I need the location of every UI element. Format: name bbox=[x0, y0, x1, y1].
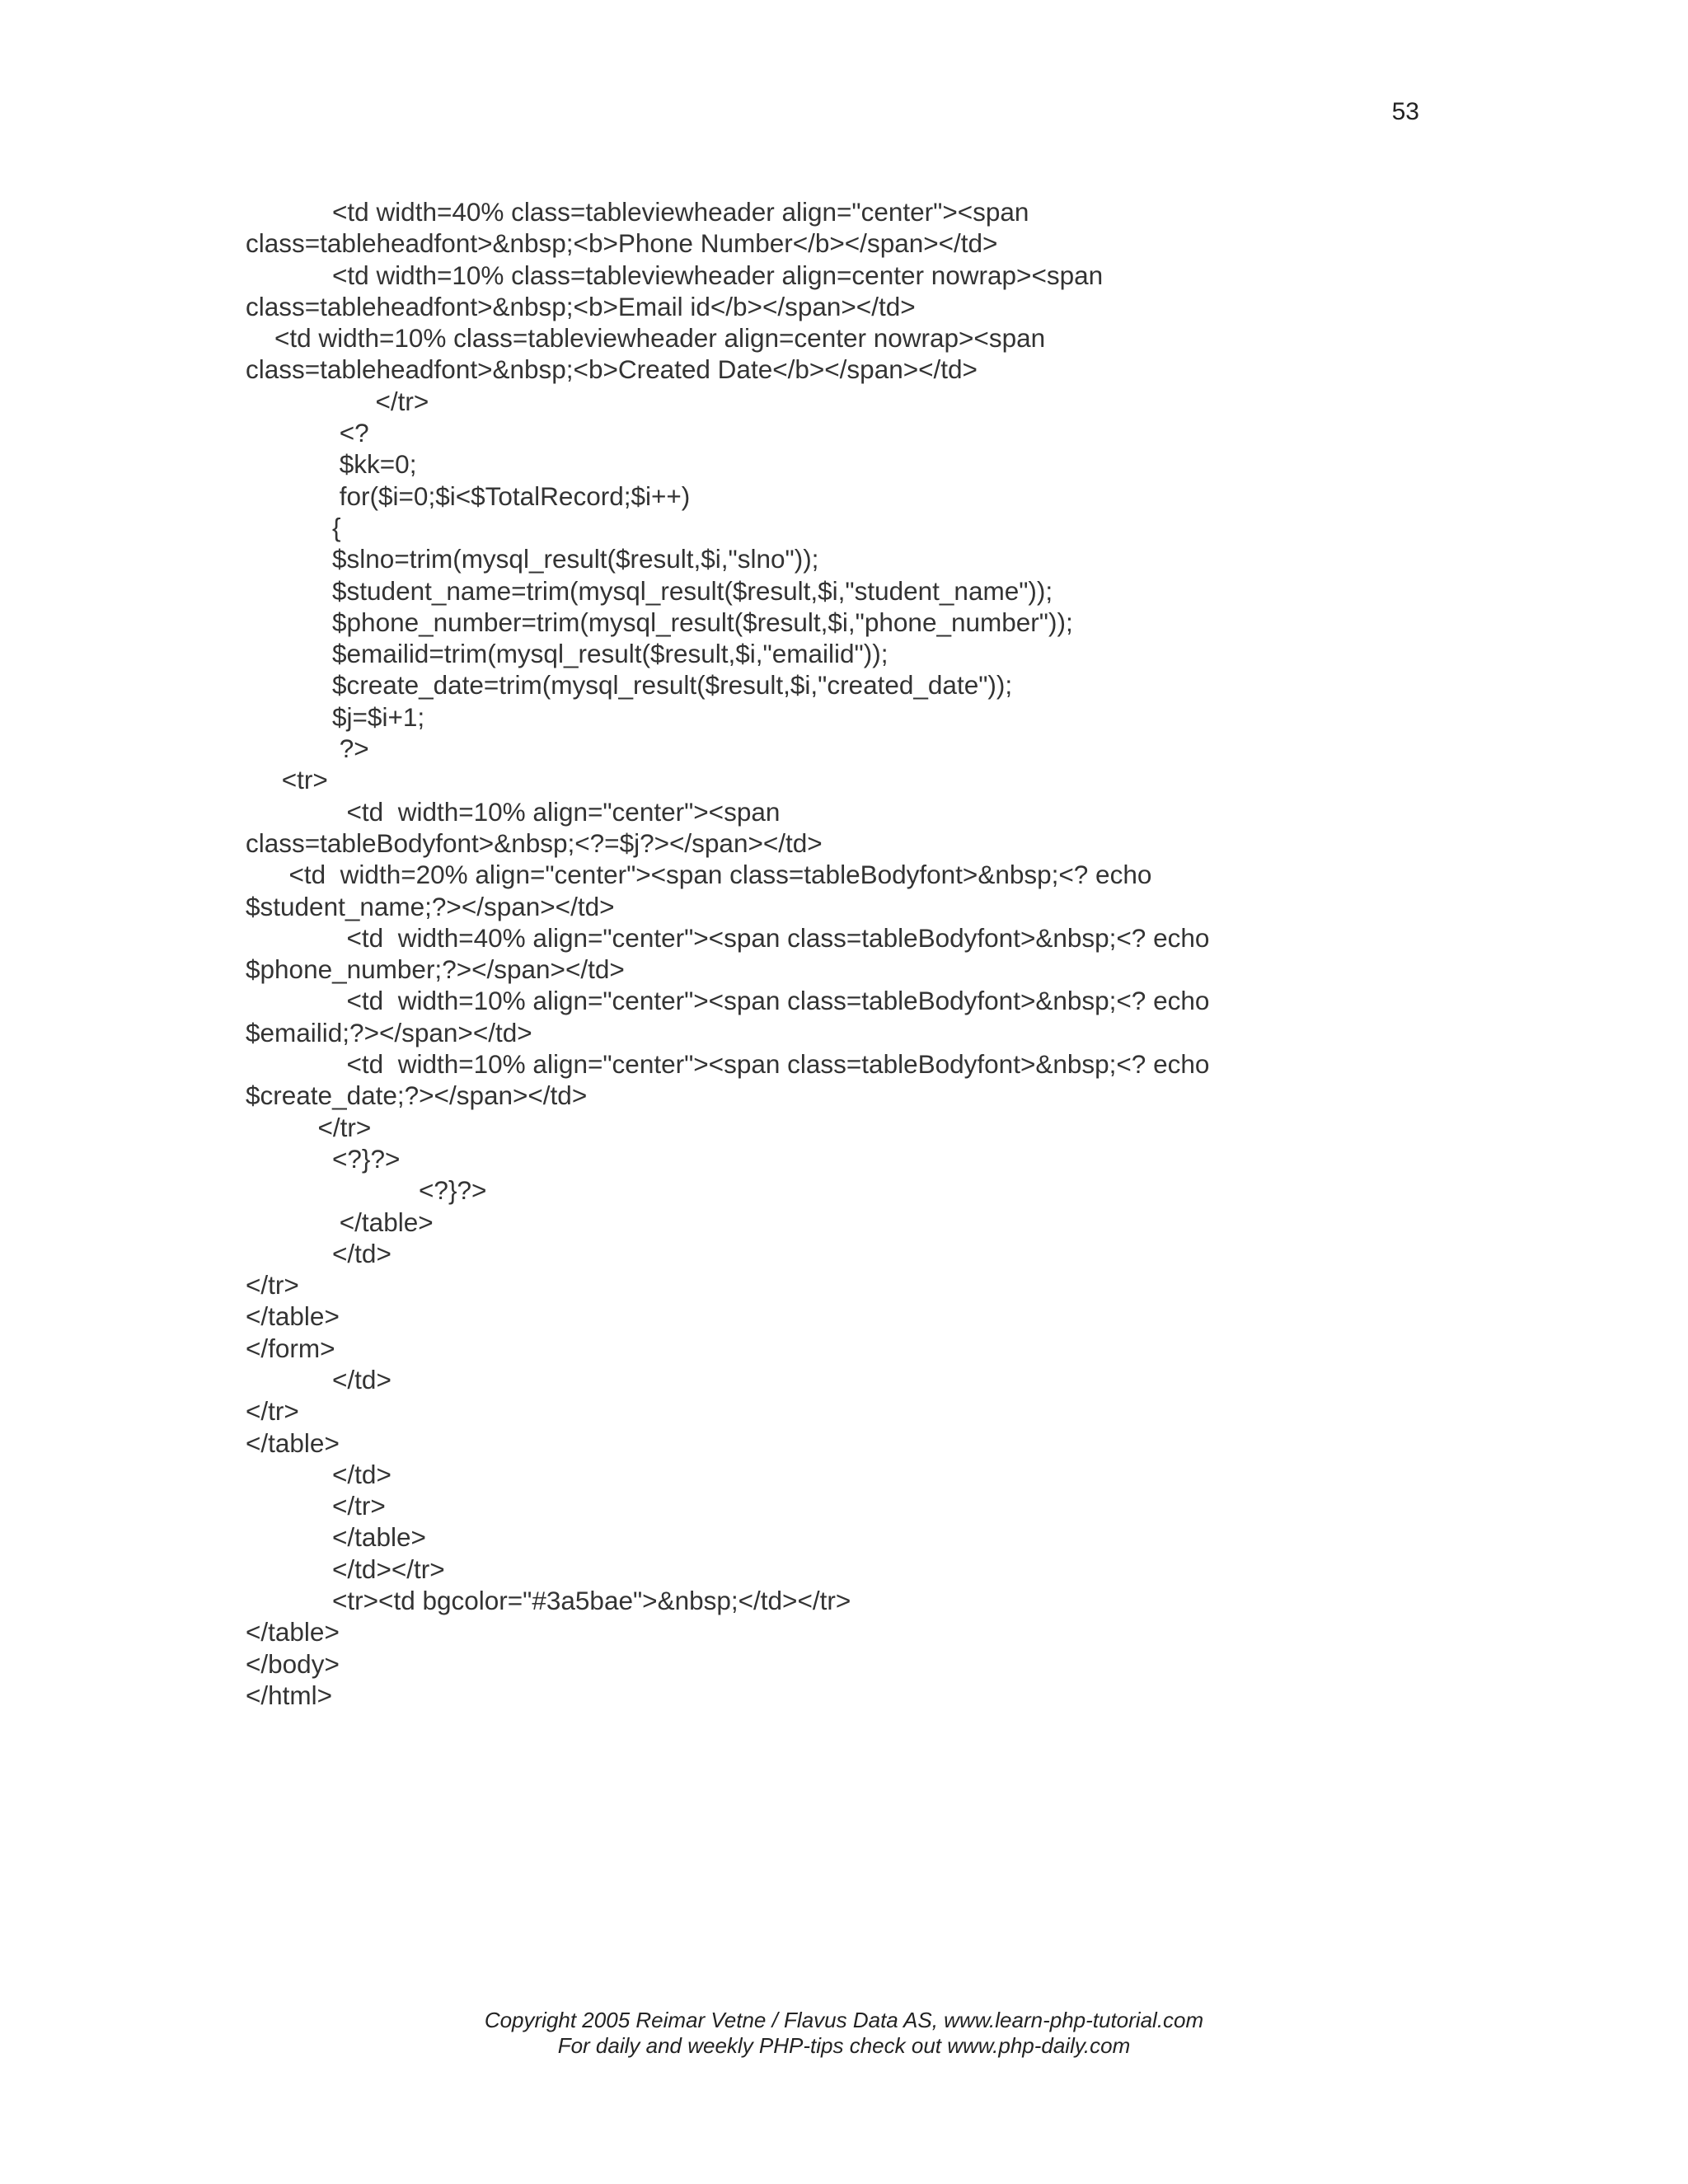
code-line: $emailid;?></span></td> bbox=[246, 1017, 532, 1047]
code-line: <td width=20% align="center"><span class=tableBodyfont>&nbsp;<? echo bbox=[246, 860, 1152, 890]
code-line: $j=$i+1; bbox=[246, 701, 425, 732]
code-line: <td width=10% class=tableviewheader align=center nowrap><span bbox=[246, 260, 1104, 290]
code-line: <? bbox=[246, 418, 369, 448]
code-line: $slno=trim(mysql_result($result,$i,"slno")); bbox=[246, 544, 819, 574]
code-line: </form> bbox=[246, 1333, 335, 1363]
code-line: <td width=40% class=tableviewheader align="center"><span bbox=[246, 197, 1029, 227]
code-line: </td> bbox=[246, 1364, 392, 1394]
code-line: </td></tr> bbox=[246, 1554, 445, 1584]
code-line: $student_name=trim(mysql_result($result,$i,"student_name")); bbox=[246, 575, 1053, 606]
code-line: { bbox=[246, 512, 341, 542]
code-line: <?}?> bbox=[246, 1143, 401, 1174]
code-line: for($i=0;$i<$TotalRecord;$i++) bbox=[246, 480, 691, 511]
code-line: $phone_number;?></span></td> bbox=[246, 954, 625, 985]
page-number: 53 bbox=[1391, 98, 1419, 125]
code-line: <td width=10% align="center"><span class=tableBodyfont>&nbsp;<? echo bbox=[246, 986, 1210, 1016]
code-line: $create_date;?></span></td> bbox=[246, 1080, 588, 1111]
code-line: $emailid=trim(mysql_result($result,$i,"emailid")); bbox=[246, 639, 889, 669]
code-listing bbox=[246, 196, 1400, 1711]
code-line: <td width=10% class=tableviewheader align=center nowrap><span bbox=[246, 323, 1046, 354]
page-footer bbox=[0, 2008, 1688, 2059]
code-line: class=tableheadfont>&nbsp;<b>Phone Number</b></span></td> bbox=[246, 228, 998, 259]
code-line: </table> bbox=[246, 1522, 426, 1553]
code-line: <td width=40% align="center"><span class=tableBodyfont>&nbsp;<? echo bbox=[246, 922, 1210, 953]
code-line: </html> bbox=[246, 1680, 333, 1710]
code-line: <?}?> bbox=[246, 1175, 487, 1206]
copyright-line: Copyright 2005 Reimar Vetne / Flavus Data AS, www.learn-php-tutorial.com bbox=[484, 2008, 1204, 2032]
code-line: <tr> bbox=[246, 765, 328, 795]
code-line: <tr><td bgcolor="#3a5bae">&nbsp;</td></tr> bbox=[246, 1586, 851, 1616]
code-line: class=tableBodyfont>&nbsp;<?=$j?></span></td> bbox=[246, 827, 823, 858]
code-line: $kk=0; bbox=[246, 449, 417, 480]
code-line: </tr> bbox=[246, 1270, 299, 1301]
code-line: </tr> bbox=[246, 1112, 372, 1142]
code-line: </table> bbox=[246, 1617, 340, 1647]
code-line: </tr> bbox=[246, 386, 429, 416]
code-line: $create_date=trim(mysql_result($result,$i,"created_date")); bbox=[246, 670, 1013, 701]
code-line: </td> bbox=[246, 1459, 392, 1489]
code-line: <td width=10% align="center"><span bbox=[246, 796, 781, 827]
code-line: <td width=10% align="center"><span class=tableBodyfont>&nbsp;<? echo bbox=[246, 1049, 1210, 1080]
code-line: </body> bbox=[246, 1648, 340, 1679]
code-line: </tr> bbox=[246, 1491, 386, 1521]
code-line: </table> bbox=[246, 1427, 340, 1458]
code-line: $phone_number=trim(mysql_result($result,$i,"phone_number")); bbox=[246, 607, 1073, 637]
code-line: class=tableheadfont>&nbsp;<b>Created Date</b></span></td> bbox=[246, 354, 978, 385]
code-line: </td> bbox=[246, 1238, 392, 1268]
code-line: </tr> bbox=[246, 1396, 299, 1427]
tips-line: For daily and weekly PHP-tips check out www.php-daily.com bbox=[557, 2033, 1131, 2058]
code-line: class=tableheadfont>&nbsp;<b>Email id</b></span></td> bbox=[246, 291, 916, 321]
code-line: </table> bbox=[246, 1207, 434, 1237]
code-line: </table> bbox=[246, 1301, 340, 1332]
code-line: $student_name;?></span></td> bbox=[246, 891, 615, 921]
code-line: ?> bbox=[246, 733, 369, 764]
